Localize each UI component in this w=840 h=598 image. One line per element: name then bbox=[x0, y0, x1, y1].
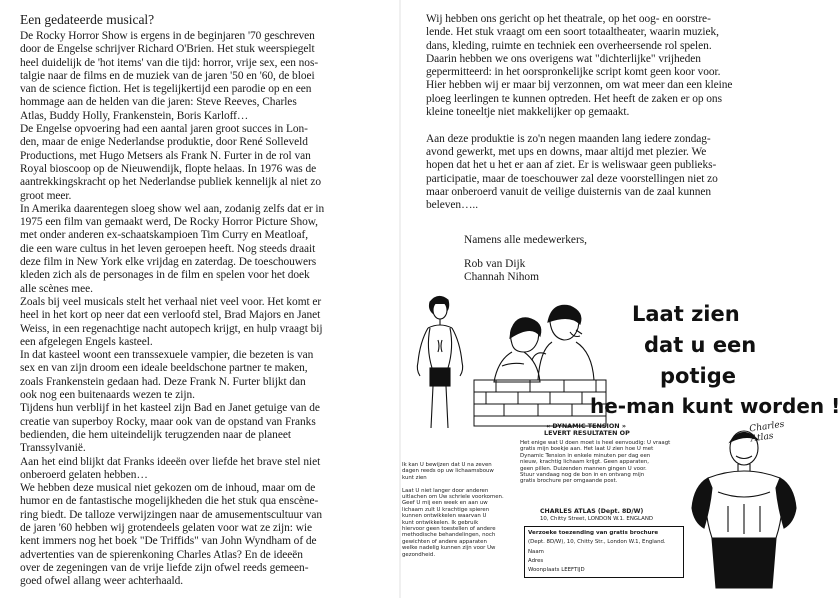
article-line: heel in het kort op neer dat een verloofd stel, Brad Majors en Janet bbox=[20, 309, 321, 322]
closing-line: Namens alle medewerkers, bbox=[464, 234, 588, 246]
ad-body-line: nieuw, krachtig lichaam krijgt. Geen apparaten, bbox=[520, 459, 649, 466]
signatory-2: Channah Nihom bbox=[464, 271, 539, 283]
article-line: In Amerika daarentegen sloeg show wel aan, zodanig zelfs dat er in bbox=[20, 202, 325, 215]
article-line: een afgelegen Engels kasteel. bbox=[20, 335, 153, 348]
letter-line: hopen dat het u het er aan af ziet. Er is weliswaar geen publieks- bbox=[426, 159, 717, 172]
ad-left-line: kunt zien bbox=[402, 474, 427, 481]
article-line: Productions, met Hugo Metsers als Frank N. Furter in de rol van bbox=[20, 149, 311, 162]
article-line: onberoerd gelaten hebben… bbox=[20, 468, 148, 481]
article-line: ring biedt. De talloze verwijzingen naar de amusementscultuur van bbox=[20, 508, 322, 521]
article-line: groot meer. bbox=[20, 189, 72, 202]
ad-headline-2: LEVERT RESULTATEN OP bbox=[544, 429, 630, 437]
article-line: aantrekkingskracht op het Nederlandse publiek kennelijk al niet zo bbox=[20, 176, 321, 189]
letter-body bbox=[426, 13, 796, 212]
ad-body-line: Het enige wat U doen moet is heel eenvoudig: U vraagt bbox=[520, 440, 671, 446]
slogan-line-3: potige bbox=[660, 364, 736, 388]
article-line: goed ofwel allang weer achterhaald. bbox=[20, 575, 184, 588]
letter-line: beleven….. bbox=[426, 199, 479, 212]
article-line: Transsylvanië. bbox=[20, 442, 86, 455]
article-line: ook nog een buitenaards wezen te zijn. bbox=[20, 389, 195, 402]
article-line: Aan het eind blijkt dat Franks ideeën over liefde het brave stel niet bbox=[20, 455, 321, 468]
article-line: van de science fiction. Het is tegelijkertijd een parodie op en een bbox=[20, 83, 312, 96]
beach-illustration bbox=[400, 282, 615, 432]
ad-body-line: gratis mijn boekje aan. Het laat U zien hoe U met bbox=[520, 446, 654, 453]
article-line: Weiss, in een regenachtige nacht autopech krijgt, en hulp vraagt bij bbox=[20, 322, 323, 335]
article-line: den, maar de enige Nederlandse produktie, door René Solleveld bbox=[20, 136, 308, 149]
article-line: heel duidelijk de 'hot items' van die tijd: horror, vrije sex, een nos- bbox=[20, 56, 319, 69]
ad-left-line: lichaam zult U krachtige spieren bbox=[402, 506, 490, 513]
charles-atlas-portrait bbox=[688, 419, 798, 592]
slogan-line-4: he-man kunt worden ! bbox=[590, 394, 840, 418]
letter-line: lende. Het stuk vraagt om een soort totaaltheater, waarin muziek, bbox=[426, 26, 719, 39]
article-line: advertenties van de spierenkoning Charles Atlas? En de ideeën bbox=[20, 548, 303, 561]
letter-line: ploeg leerlingen te kunnen optreden. Het heeft de zaken er op ons bbox=[426, 92, 722, 105]
letter-line: Wij hebben ons gericht op het theatrale, op het oog- en oorstre- bbox=[426, 13, 711, 25]
article-line: over de zegeningen van de vrije liefde zijn ofwel reeds gemeen- bbox=[20, 561, 309, 574]
article-line: creatie van superboy Rocky, maar ook van de opstand van Franks bbox=[20, 415, 316, 428]
ad-address-2: 10, Chitty Street, LONDON W.1. ENGLAND bbox=[540, 516, 654, 522]
article-title: Een gedateerde musical? bbox=[20, 12, 155, 27]
article-line: bedienden, die hem uiteindelijk terugzenden naar de planeet bbox=[20, 428, 291, 441]
letter-line: Hier hebben wij er maar bij verzonnen, om wat meer dan een kleine bbox=[426, 79, 733, 92]
article-line: de jaren '60 hebben wij grotendeels gelaten voor wat ze zijn: wie bbox=[20, 521, 313, 534]
couple-figures bbox=[494, 305, 594, 382]
coupon-name-field[interactable]: Naam bbox=[528, 549, 544, 555]
ad-left-line: kunnen ontwikkelen waarvan U bbox=[402, 513, 487, 520]
ad-body-line: geen pillen. Duizenden mannen gingen U voor. bbox=[520, 465, 647, 472]
article-line: door de Engelse schrijver Richard O'Brien. Het stuk weerspiegelt bbox=[20, 43, 315, 56]
article-line: In dat kasteel woont een transsexuele vampier, die bezeten is van bbox=[20, 349, 314, 362]
ad-left-line: gewichten of andere apparaten bbox=[402, 538, 487, 545]
ad-headline-1: « DYNAMIC TENSION » bbox=[546, 422, 626, 430]
article-line: humor en de fantastische mogelijkheden die het stuk qua enscène- bbox=[20, 495, 319, 508]
ad-left-line: Ik kan U bewijzen dat U na zeven bbox=[402, 462, 492, 468]
letter-line: maar onberoerd vanuit de veilige duisternis van de zaal kunnen bbox=[426, 185, 712, 198]
skinny-man-figure bbox=[417, 296, 462, 428]
article-line: kent immers nog het boek "De Triffids" van John Wyndham of de bbox=[20, 535, 317, 548]
coupon-address-field[interactable]: Adres bbox=[528, 558, 544, 564]
article-line: deze film in New York elke vrijdag en zaterdag. De toeschouwers bbox=[20, 256, 317, 269]
coupon-title: Verzoeke toezending van gratis brochure bbox=[528, 530, 659, 536]
article-line: kleden zich als de personages in de film en spelen voor het doek bbox=[20, 269, 310, 282]
ad-left-column bbox=[402, 462, 504, 558]
letter-line: Aan deze produktie is zo'n negen maanden lang iedere zondag- bbox=[426, 132, 711, 145]
signatory-1: Rob van Dijk bbox=[464, 258, 526, 270]
article-line: Atlas, Buddy Holly, Frankenstein, Boris Karloff… bbox=[20, 109, 249, 122]
letter-line: kleine toneeltje niet makkelijker op gemaakt. bbox=[426, 106, 630, 119]
ad-left-line: kunt ontwikkelen. Ik gebruik bbox=[402, 519, 479, 526]
charles-atlas-advert bbox=[400, 282, 840, 598]
ad-body-line: Stuur vandaag nog de bon in en ontvang mijn bbox=[520, 472, 645, 479]
letter-line: gepermitteerd: in het oorspronkelijke script komt geen koor voor. bbox=[426, 66, 721, 79]
article-line: 1975 een film van gemaakt werd, De Rocky Horror Picture Show, bbox=[20, 216, 318, 229]
letter-line: avond gewerkt, met ups en downs, maar altijd met plezier. We bbox=[426, 145, 707, 158]
article-line: De Rocky Horror Show is ergens in de beginjaren '70 geschreven bbox=[20, 30, 315, 42]
right-page bbox=[400, 0, 840, 598]
letter-line: dans, kleding, ruimte en techniek een overheersende rol spelen. bbox=[426, 39, 712, 52]
article-line: talgie naar de films en de muziek van de jaren '50 en '60, de bloei bbox=[20, 69, 315, 82]
article-line: sex en van zijn droom een ideale beeldschone partner te maken, bbox=[20, 362, 308, 375]
coupon-line-1: (Dept. 8D/W), 10, Chitty Str., London W.1, England. bbox=[528, 539, 666, 545]
ad-address-1: CHARLES ATLAS (Dept. 8D/W) bbox=[540, 508, 644, 515]
ad-left-line: dagen reeds op uw lichaamsbouw bbox=[402, 468, 494, 475]
article-line: De Engelse opvoering had een aantal jaren groot succes in Lon- bbox=[20, 123, 308, 136]
slogan-line-1: Laat zien bbox=[632, 302, 740, 326]
article-body bbox=[20, 30, 392, 588]
article-line: die een ware cultus in het leven geroepen heeft. Nog steeds draait bbox=[20, 242, 316, 255]
ad-left-line: uitlachen om Uw schriele voorkomen. bbox=[402, 494, 504, 501]
article-line: alle scènes mee. bbox=[20, 282, 93, 295]
ad-body-text bbox=[520, 440, 670, 485]
article-line: hommage aan de helden van die jaren: Steve Reeves, Charles bbox=[20, 96, 297, 109]
ad-left-line: Geef U mij een week en aan uw bbox=[402, 500, 488, 507]
article-line: We hebben deze musical niet gekozen om de inhoud, maar om de bbox=[20, 482, 316, 495]
coupon-city-field[interactable]: Woonplaats LEEFTIJD bbox=[528, 567, 585, 573]
ad-left-line: gezondheid. bbox=[402, 551, 436, 558]
brick-wall bbox=[474, 380, 606, 426]
left-page bbox=[0, 0, 400, 598]
article-line: Tijdens hun verblijf in het kasteel zijn Bad en Janet getuige van de bbox=[20, 402, 320, 415]
ad-body-line: gratis brochure per omgaande post. bbox=[520, 478, 618, 485]
atlas-signature: Charles Atlas bbox=[748, 419, 786, 445]
article-line: Royal bioscoop op de Nieuwendijk, flopte helaas. In 1976 was de bbox=[20, 162, 317, 175]
ad-left-line: Laat U niet langer door anderen bbox=[402, 487, 489, 494]
letter-line: participatie, maar de toeschouwer zal deze voorstellingen niet zo bbox=[426, 172, 718, 185]
article-line: zoals Frankenstein gedaan had. Deze Frank N. Furter blijkt dan bbox=[20, 375, 306, 388]
ad-left-line: hiervoor geen toestellen of andere bbox=[402, 526, 496, 533]
order-coupon[interactable] bbox=[524, 526, 684, 578]
ad-left-line: methodische behandelingen, noch bbox=[402, 532, 496, 539]
ad-left-line: welke nadelig kunnen zijn voor Uw bbox=[402, 545, 496, 552]
article-line: met onder anderen ex-schaatskampioen Tim Curry en Meatloaf, bbox=[20, 229, 309, 242]
ad-body-line: Dynamic Tension in enkele minuten per dag een bbox=[520, 452, 651, 459]
slogan-line-2: dat u een bbox=[644, 333, 757, 357]
article-line: Zoals bij veel musicals stelt het verhaal niet veel voor. Het komt er bbox=[20, 295, 322, 308]
letter-line: Daarin hebben we ons overigens wat "dichterlijke" vrijheden bbox=[426, 52, 701, 65]
